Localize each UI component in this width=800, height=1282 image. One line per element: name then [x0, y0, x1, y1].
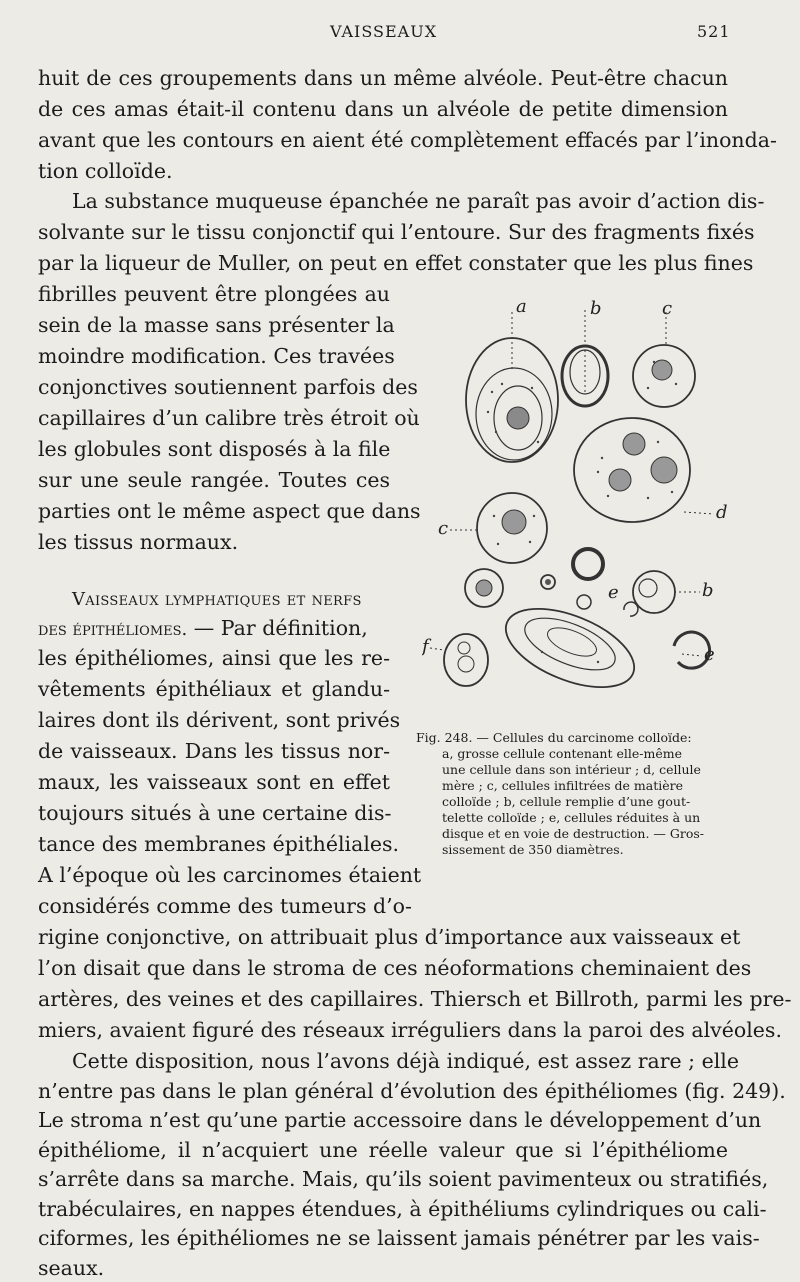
- cell-a: [466, 312, 558, 462]
- section-heading-part: des épithéliomes.: [38, 619, 188, 640]
- cell-small-2-nucleus: [545, 579, 551, 585]
- text-line: capillaires d’un calibre très étroit où: [38, 406, 420, 430]
- figure-caption-line: sissement de 350 diamètres.: [442, 842, 624, 857]
- cell-elongated: [495, 593, 645, 703]
- text-line: sur une seule rangée. Toutes ces: [38, 468, 390, 492]
- figure-label-d: d: [716, 502, 728, 523]
- text-line: tance des membranes épithéliales.: [38, 832, 400, 856]
- text-line: parties ont le même aspect que dans: [38, 499, 421, 523]
- text-line: artères, des veines et des capillaires. Thiersch et Billroth, parmi les pre-: [38, 987, 792, 1011]
- text-line: sein de la masse sans présenter la: [38, 313, 395, 337]
- text-line: vêtements épithéliaux et glandu-: [38, 677, 390, 701]
- text-line: Le stroma n’est qu’une partie accessoire dans le développement d’un: [38, 1108, 762, 1132]
- cell-b-2-droplet: [639, 579, 657, 597]
- text-line: trabéculaires, en nappes étendues, à épithéliums cylindriques ou cali-: [38, 1196, 767, 1221]
- figure-label-c: c: [662, 298, 673, 319]
- cell-e-1: [573, 549, 603, 579]
- text-line: n’entre pas dans le plan général d’évolution des épithéliomes (fig. 249).: [38, 1078, 786, 1103]
- running-header-title: VAISSEAUX: [330, 22, 438, 41]
- figure-label-e-right: e: [704, 644, 715, 665]
- cell-b: [562, 310, 608, 406]
- text-line: maux, les vaisseaux sont en effet: [38, 770, 390, 794]
- text-line: Cette disposition, nous l’avons déjà indiqué, est assez rare ; elle: [72, 1049, 739, 1073]
- figure-label-b: b: [590, 298, 602, 319]
- text-line: conjonctives soutiennent parfois des: [38, 375, 418, 399]
- text-line: solvante sur le tissu conjonctif qui l’entoure. Sur des fragments fixés: [38, 220, 755, 244]
- cell-e-2: [577, 595, 591, 609]
- cell-c-left: [450, 493, 547, 563]
- figure-label-c-left: c: [438, 518, 449, 539]
- text-line: considérés comme des tumeurs d’o-: [38, 894, 412, 918]
- text-line: seaux.: [38, 1255, 105, 1280]
- text-line: La substance muqueuse épanchée ne paraît pas avoir d’action dis-: [72, 189, 765, 213]
- text-line: rigine conjonctive, on attribuait plus d’importance aux vaisseaux et: [38, 925, 741, 949]
- figure-caption-line: colloïde ; b, cellule remplie d’une gout-: [442, 794, 691, 809]
- text-line: ciformes, les épithéliomes ne se laissent jamais pénétrer par les vais-: [38, 1226, 760, 1250]
- section-heading: Vaisseaux lymphatiques et nerfs: [72, 589, 362, 610]
- text-line: les épithéliomes, ainsi que les re-: [38, 646, 390, 670]
- text-line: épithéliome, il n’acquiert une réelle valeur que si l’épithéliome: [38, 1137, 728, 1162]
- figure-caption-line: une cellule dans son intérieur ; d, cellule: [442, 762, 701, 777]
- figure-caption-line: disque et en voie de destruction. — Gros-: [442, 826, 704, 841]
- figure-caption-line: Fig. 248. — Cellules du carcinome colloïde:: [416, 730, 692, 745]
- cell-d: [574, 418, 714, 522]
- text-line: par la liqueur de Muller, on peut en effet constater que les plus fines: [38, 251, 754, 275]
- figure-label-b-right: b: [702, 580, 714, 601]
- figure-label-a: a: [516, 296, 527, 317]
- text-line: les tissus normaux.: [38, 530, 239, 554]
- text-line: de ces amas était-il contenu dans un alvéole de petite dimension: [38, 97, 728, 121]
- text-line: huit de ces groupements dans un même alvéole. Peut-être chacun: [38, 66, 728, 90]
- text-line: laires dont ils dérivent, sont privés: [38, 708, 401, 732]
- cell-small-1-nucleus: [476, 580, 492, 596]
- figure-label-e: e: [608, 582, 619, 603]
- text-line: miers, avaient figuré des réseaux irréguliers dans la paroi des alvéoles.: [38, 1018, 782, 1042]
- cell-c-top: [633, 312, 695, 407]
- section-heading-line2: [38, 614, 390, 644]
- text-line: fibrilles peuvent être plongées au: [38, 282, 390, 306]
- text-line: moindre modification. Ces travées: [38, 344, 395, 368]
- text-line: A l’époque où les carcinomes étaient: [38, 863, 422, 887]
- text-line: de vaisseaux. Dans les tissus nor-: [38, 739, 390, 763]
- text-line: avant que les contours en aient été complètement effacés par l’inonda-: [38, 128, 777, 152]
- text-line: tion colloïde.: [38, 159, 173, 183]
- figure-caption-line: mère ; c, cellules infiltrées de matière: [442, 778, 683, 793]
- cell-f: [430, 634, 488, 686]
- figure-248-illustration: [422, 292, 740, 710]
- section-heading-tail: — Par définition,: [187, 616, 368, 640]
- text-line: s’arrête dans sa marche. Mais, qu’ils soient pavimenteux ou stratifiés,: [38, 1167, 769, 1191]
- page-number: 521: [697, 22, 731, 41]
- figure-caption-line: a, grosse cellule contenant elle-même: [442, 746, 682, 761]
- text-line: les globules sont disposés à la file: [38, 437, 391, 461]
- text-line: toujours situés à une certaine dis-: [38, 801, 392, 825]
- text-line: l’on disait que dans le stroma de ces néoformations cheminaient des: [38, 956, 752, 980]
- figure-caption-line: telette colloïde ; e, cellules réduites à un: [442, 810, 701, 825]
- figure-label-f: f: [422, 636, 429, 657]
